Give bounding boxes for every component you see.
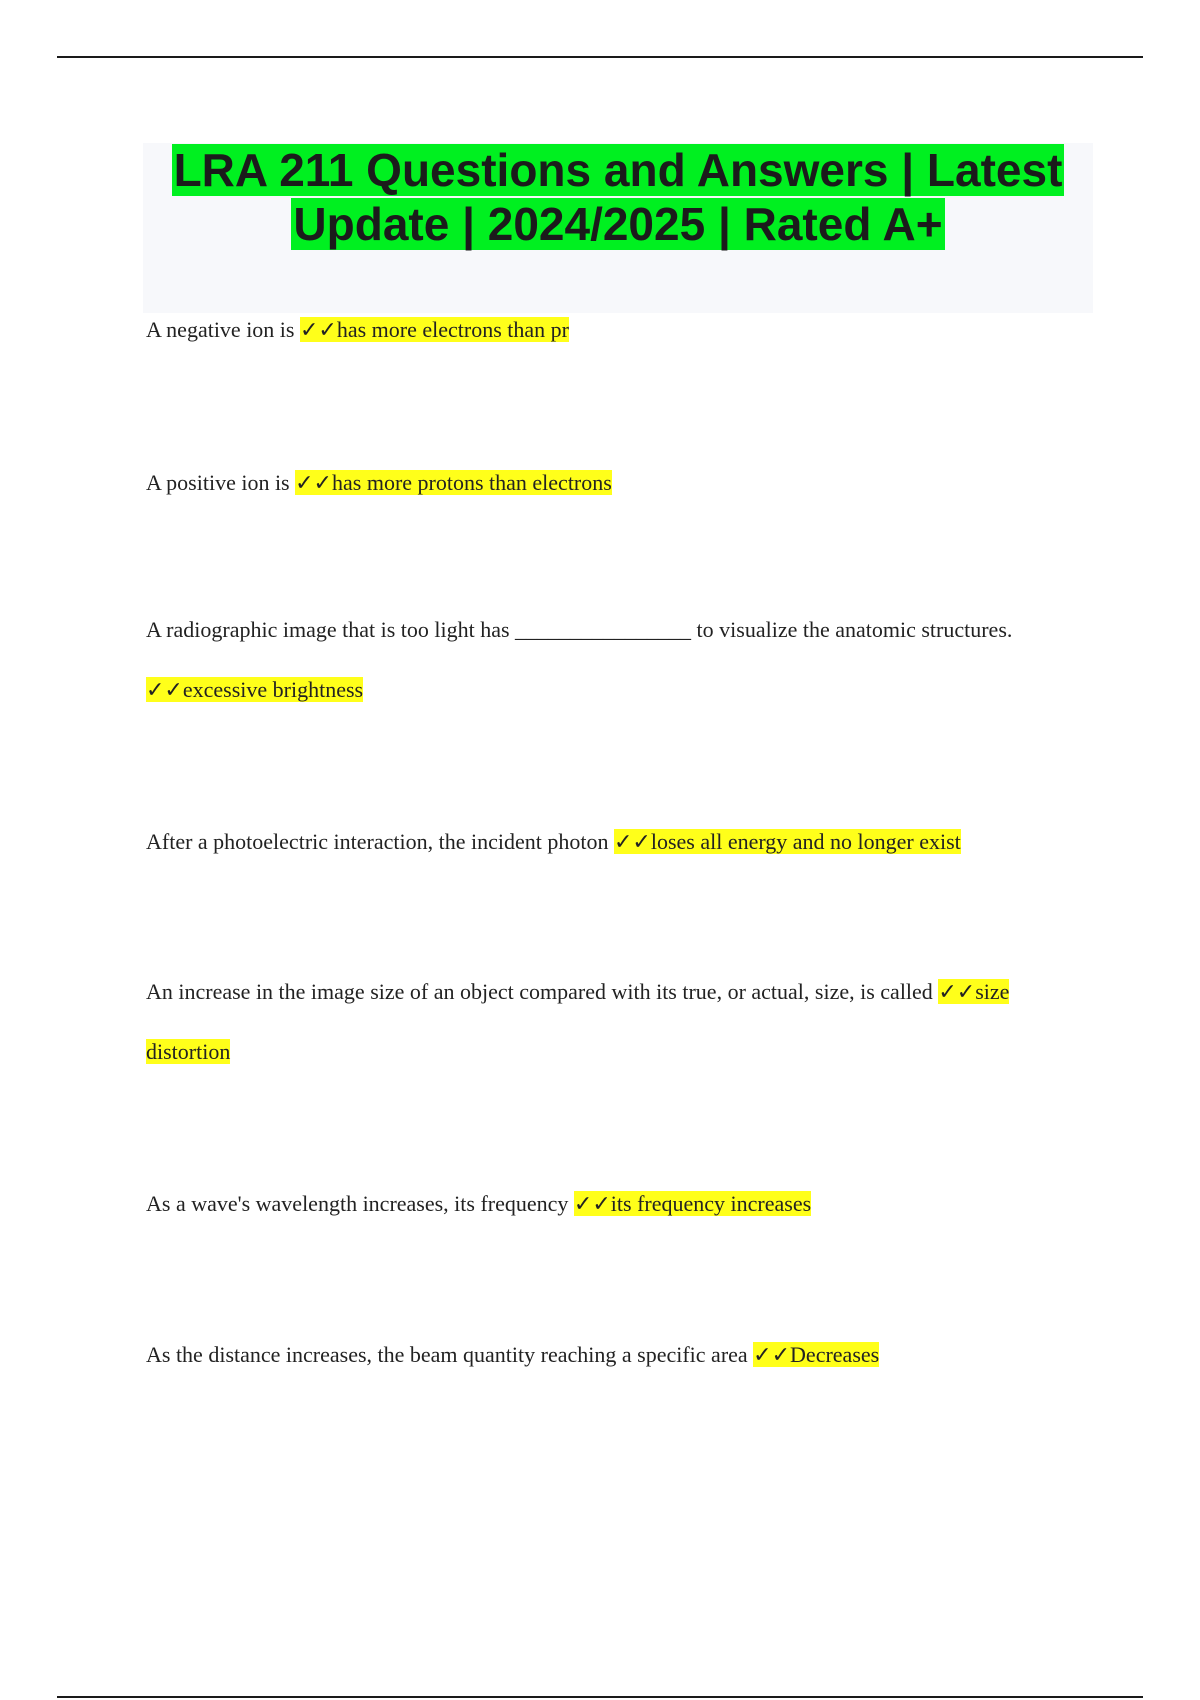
answer-text: its frequency increases — [610, 1191, 812, 1216]
answer-highlight — [295, 470, 612, 495]
qa-item-5 — [146, 962, 1066, 1082]
answer-text: Decreases — [790, 1342, 880, 1367]
answer-text: loses all energy and no longer exist — [650, 829, 961, 854]
answer-highlight — [574, 1191, 811, 1216]
top-rule — [57, 56, 1143, 58]
qa-item-1 — [146, 300, 1066, 360]
answer-text: has more protons than electrons — [332, 470, 612, 495]
answer-highlight — [146, 677, 363, 702]
question-text: As a wave's wavelength increases, its frequency — [146, 1191, 574, 1216]
answer-text: excessive brightness — [182, 677, 364, 702]
bottom-rule — [57, 1696, 1143, 1698]
check-icon: ✓✓ — [938, 979, 976, 1004]
question-text: A radiographic image that is too light has ________________ to visualize the anatomic structures. — [146, 617, 1013, 642]
qa-item-4 — [146, 812, 1066, 872]
qa-item-3 — [146, 600, 1066, 720]
qa-item-7 — [146, 1325, 1066, 1385]
check-icon: ✓✓ — [299, 317, 337, 342]
check-icon: ✓✓ — [573, 1191, 611, 1216]
answer-highlight — [300, 317, 569, 342]
question-text: An increase in the image size of an object compared with its true, or actual, size, is called — [146, 979, 939, 1004]
question-text: A positive ion is — [146, 470, 296, 495]
answer-highlight — [753, 1342, 879, 1367]
answer-text: size distortion — [146, 979, 1010, 1064]
check-icon: ✓✓ — [146, 677, 183, 702]
answer-highlight — [614, 829, 961, 854]
question-text: After a photoelectric interaction, the incident photon — [146, 829, 614, 854]
check-icon: ✓✓ — [613, 829, 651, 854]
question-text: As the distance increases, the beam quantity reaching a specific area — [146, 1342, 754, 1367]
qa-item-6 — [146, 1174, 1066, 1234]
check-icon: ✓✓ — [295, 470, 332, 495]
answer-text: has more electrons than pr — [336, 317, 569, 342]
qa-item-2 — [146, 453, 1066, 513]
question-text: A negative ion is — [146, 317, 300, 342]
document-title-text: LRA 211 Questions and Answers | Latest Update | 2024/2025 | Rated A+ — [173, 144, 1063, 250]
document-title — [143, 143, 1093, 251]
check-icon: ✓✓ — [753, 1342, 791, 1367]
